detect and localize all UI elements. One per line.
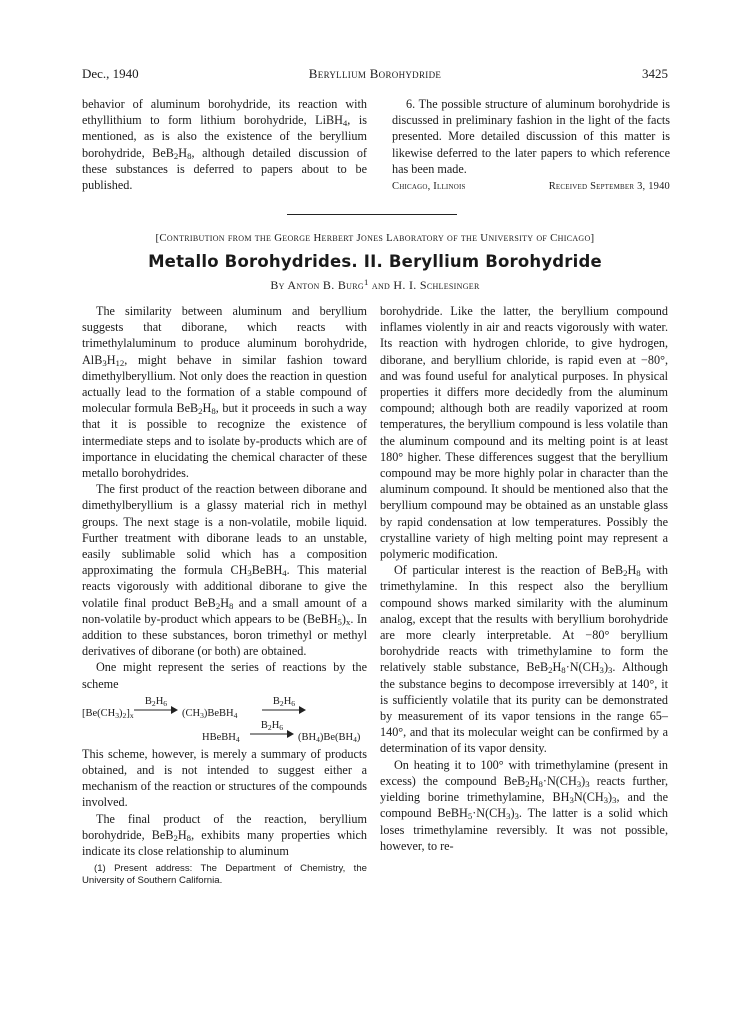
paragraph-similarity: The similarity between aluminum and beryllium suggests that diborane, which reacts with trimethylaluminum to produce aluminum borohydride, $AlB_3H_{12}$, might behave in similar fashion toward dimethylberyllium. Not only does the reaction in question actually lead to the formation of a stable compound of molecular formula $BeB_2H_8$, but it proceeds in such a way that it is possible to recognize the existence of intermediate steps and to isolate by-products which are of importance in elucidating the chemical character of these metallo borohydrides. [82, 304, 367, 481]
scheme-hydride: HBeBH$_4$ [202, 731, 240, 744]
scheme-arrow-2-label: $B_2H_6$ [272, 695, 296, 708]
scheme-arrow-1-icon [134, 705, 178, 721]
reaction-scheme [82, 692, 367, 746]
header-running-title: Beryllium Borohydride [308, 66, 442, 81]
scheme-arrow-3-label: $B_2H_6$ [260, 719, 284, 732]
section-divider [287, 214, 457, 215]
summary-point-6: 6. The possible structure of aluminum borohydride is discussed in preliminary fashion in the light of the facts presented. More detailed discussion of this matter is likewise deferred to the later papers to which reference has been made. [392, 97, 670, 176]
article-byline: By Anton B. Burg$^1$ and H. I. Schlesinger [270, 277, 480, 292]
paragraph-scheme-note: This scheme, however, is merely a summary of products obtained, and is not intended to suggest either a mechanism of the reaction or structures of the compounds involved. [82, 746, 367, 810]
header-page-number: 3425 [642, 66, 668, 81]
scheme-intermediate: $(CH_3)BeBH_4$ [182, 707, 238, 720]
paragraph-scheme-intro: One might represent the series of reactions by the scheme [82, 660, 367, 691]
scheme-final-product: $(BH_4)Be(BH_4)$ [298, 731, 361, 744]
paragraph-final-product: The final product of the reaction, beryllium borohydride, $BeB_2H_8$, exhibits many properties which indicate its close relationship to aluminum [82, 811, 367, 859]
article-title: Metallo Borohydrides. II. Beryllium Borohydride [148, 252, 602, 271]
paragraph-first-product: The first product of the reaction between diborane and dimethylberyllium is a glassy material rich in methyl groups. The next stage is a non-volatile, mobile liquid. Further treatment with diborane leads to an unstable, easily sublimable solid which has a composition approximating the formula $CH_3BeBH_4$. This material reacts vigorously with additional diborane to give the volatile final product $BeB_2H_8$ and a small amount of a non-volatile by-product which appears to be $(BeBH_5)_x$. In addition to these substances, boron trimethyl or methyl derivatives of diborane (or both) are obtained. [82, 482, 367, 659]
footnote-1: (1) Present address: The Department of Chemistry, the University of Southern California. [82, 863, 367, 887]
paragraph-properties: borohydride. Like the latter, the beryllium compound inflames violently in air and reacts vigorously with water. Its reaction with hydrogen chloride, to give hydrogen, diborane, and beryllium chloride, is rapid even at −80°, and was found useful for analytical purposes. In physical properties it differs more decidedly from the aluminum compound; although both are readily vaporized at room temperatures, the beryllium compound is less volatile than the aluminum compound and its melting point is at least 180° higher. These differences suggest that the beryllium compound may be more highly polar in character than the aluminum compound. It should be mentioned also that the beryllium compound may be obtained as an unstable glass by rapid condensation at low temperatures. Possibly the crystalline variety of high melting point may represent a polymeric modification. [380, 304, 668, 562]
article-left-column [82, 303, 367, 887]
paragraph-heating: On heating it to 100° with trimethylamine (present in excess) the compound $BeB_2H_8\cdot N(CH_3)_3$ reacts further, yielding borine trimethylamine, $BH_3N(CH_3)_3$, and the compound $BeBH_5\cdot N(CH_3)_3$. The latter is a solid which loses trimethylamine reversibly. It was not possible, however, to re- [380, 757, 669, 853]
previous-article-paragraph: behavior of aluminum borohydride, its reaction with ethyllithium to form lithium borohydride, LiBH$_4$, is mentioned, as is also the existence of the beryllium borohydride, $BeB_2H_8$, although detailed discussion of these substances is deferred to papers about to be published. [82, 97, 367, 193]
article-right-column [380, 303, 668, 854]
scheme-arrow-3-icon [250, 729, 294, 745]
scheme-start: $[Be(CH_3)_2]_x$ [82, 707, 134, 720]
previous-article-left-column [82, 96, 367, 193]
paragraph-trimethylamine: Of particular interest is the reaction of $BeB_2H_8$ with trimethylamine. In this respect also the beryllium compound shows marked similarity with the aluminum analog, except that the results with beryllium borohydride are more clearly interpretable. At −80° beryllium borohydride reacts with trimethylamine to form the relatively stable substance, $BeB_2H_8\cdot N(CH_3)_3$. Although the substance begins to decompose irreversibly at 140°, it is sufficiently volatile that its purity can be demonstrated by measurement of its vapor tensions in the range 65–140°, and that its molecular weight can be confirmed by a determination of its vapor density. [380, 563, 668, 756]
signoff-place: Chicago, Illinois [392, 181, 466, 193]
contribution-line: [Contribution from the George Herbert Jones Laboratory of the University of Chicago] [155, 232, 595, 244]
article-signoff [392, 179, 670, 195]
previous-article-right-column [392, 96, 670, 195]
header-date: Dec., 1940 [82, 66, 139, 81]
running-header [82, 66, 668, 84]
scheme-arrow-1-label: $B_2H_6$ [144, 695, 168, 708]
signoff-received-date: Received September 3, 1940 [548, 181, 670, 193]
